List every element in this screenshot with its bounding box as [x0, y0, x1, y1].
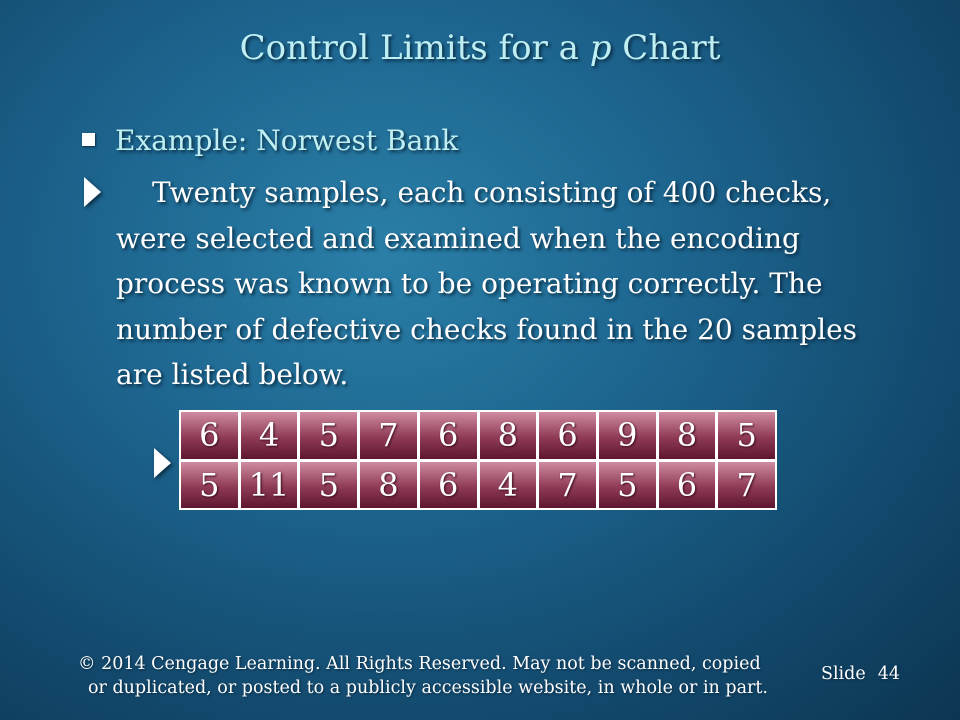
title-italic: p [589, 28, 612, 68]
title-prefix: Control Limits for a [239, 28, 590, 68]
table-cell: 5 [599, 462, 656, 509]
paragraph-line: number of defective checks found in the 20 samples [116, 312, 858, 346]
table-cell: 7 [539, 462, 596, 509]
slide-number-value: 44 [877, 664, 900, 684]
paragraph-line: Twenty samples, each consisting of 400 checks, [152, 176, 832, 209]
table-cell: 4 [480, 462, 537, 509]
copyright-footer [78, 652, 768, 700]
table-cell: 5 [300, 412, 357, 459]
arrow-bullet-icon [84, 177, 101, 207]
paragraph-line: process was known to be operating correctly. The [116, 267, 823, 300]
arrow-bullet-icon [154, 448, 171, 478]
table-cell: 6 [181, 412, 238, 459]
table-cell: 5 [181, 462, 238, 509]
table-cell: 11 [241, 462, 298, 509]
table-cell: 8 [360, 462, 417, 509]
table-cell: 8 [659, 412, 716, 459]
table-cell: 7 [718, 462, 775, 509]
table-cell: 6 [539, 412, 596, 459]
paragraph-line: were selected and examined when the encoding [116, 221, 800, 255]
table-cell: 9 [599, 412, 656, 459]
table-cell: 4 [241, 412, 298, 459]
paragraph-line: are listed below. [116, 358, 349, 391]
table-cell: 6 [420, 412, 477, 459]
table-cell: 8 [480, 412, 537, 459]
paragraph [116, 170, 876, 398]
footer-line: or duplicated, or posted to a publicly accessible website, in whole or in part. [88, 678, 768, 698]
slide-number [809, 664, 900, 684]
table-cell: 5 [300, 462, 357, 509]
bullet-text: Example: Norwest Bank [115, 124, 459, 157]
table-cell: 6 [659, 462, 716, 509]
bullet-example [82, 124, 458, 157]
slide-title [0, 28, 960, 68]
slide-label: Slide [820, 664, 866, 684]
table-cell: 7 [360, 412, 417, 459]
square-bullet-icon [82, 133, 95, 146]
footer-line: © 2014 Cengage Learning. All Rights Reserved. May not be scanned, copied [78, 654, 761, 674]
title-suffix: Chart [611, 28, 721, 68]
table-cell: 6 [420, 462, 477, 509]
table-cell: 5 [718, 412, 775, 459]
defects-table [179, 410, 777, 510]
